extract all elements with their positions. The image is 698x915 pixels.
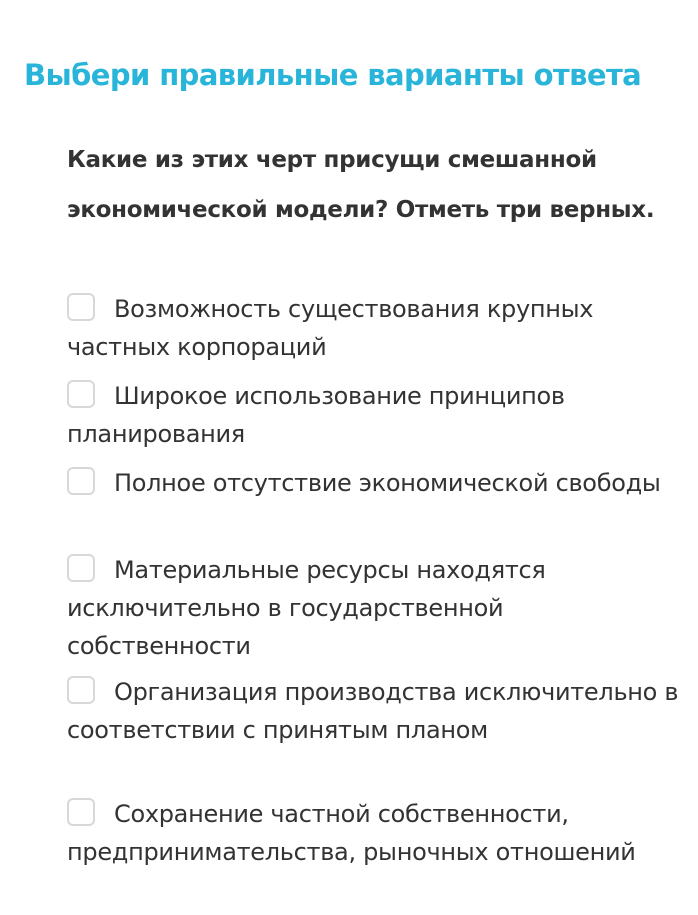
option-label-1: Возможность существования крупных частных корпораций	[67, 295, 594, 361]
answer-option-4[interactable]	[67, 551, 687, 665]
answer-option-2[interactable]	[67, 377, 687, 453]
checkbox-4[interactable]	[67, 554, 95, 582]
checkbox-2[interactable]	[67, 380, 95, 408]
page-title: Выбери правильные варианты ответа	[24, 58, 642, 92]
question-text: Какие из этих черт присущи смешанной экономической модели? Отметь три верных.	[67, 147, 655, 223]
option-label-5: Организация производства исключительно в соответствии с принятым планом	[67, 678, 679, 744]
checkbox-6[interactable]	[67, 798, 95, 826]
checkbox-1[interactable]	[67, 293, 95, 321]
option-label-6: Сохранение частной собственности, предпринимательства, рыночных отношений	[67, 800, 636, 866]
answer-option-6[interactable]	[67, 795, 687, 871]
option-label-3: Полное отсутствие экономической свободы	[114, 469, 661, 497]
option-label-2: Широкое использование принципов планирования	[67, 382, 565, 448]
answer-option-1[interactable]	[67, 290, 687, 366]
answer-option-5[interactable]	[67, 673, 687, 749]
checkbox-5[interactable]	[67, 676, 95, 704]
answer-option-3[interactable]	[67, 464, 687, 502]
option-label-4: Материальные ресурсы находятся исключительно в государственной собственности	[67, 556, 546, 660]
checkbox-3[interactable]	[67, 467, 95, 495]
